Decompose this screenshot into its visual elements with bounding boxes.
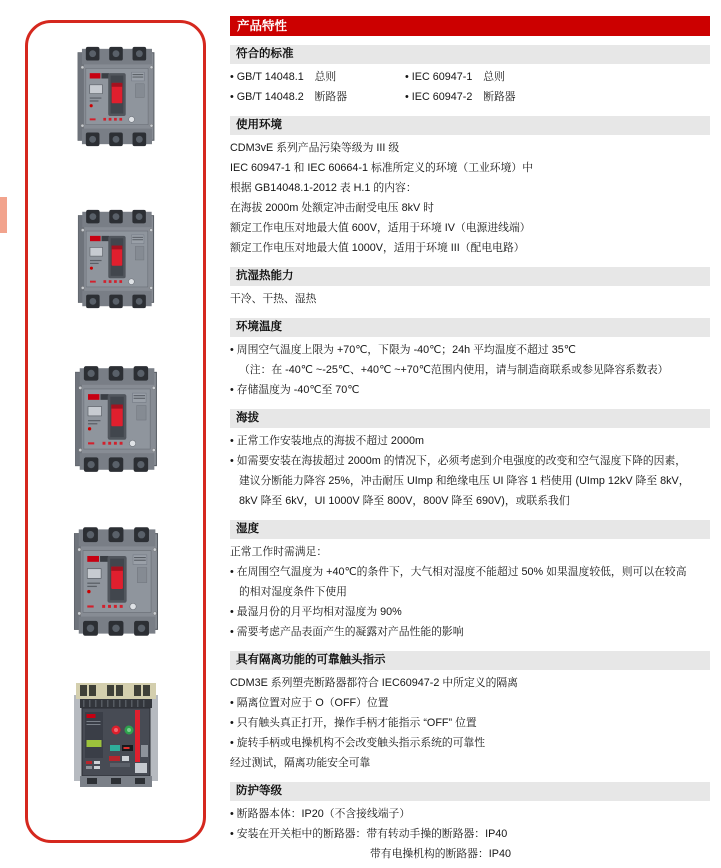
text-line: CDM3vE 系列产品污染等级为 III 级 xyxy=(230,142,400,154)
text-line: 的相对湿度条件下使用 xyxy=(239,586,347,598)
text-line: IEC 60947-1 和 IEC 60664-1 标准所定义的环境（工业环境）中 xyxy=(230,162,533,174)
text-line: 干冷、干热、湿热 xyxy=(230,293,317,305)
text-line: • 存储温度为 -40℃至 70℃ xyxy=(230,384,360,396)
text-line: • 如需要安装在海拔超过 2000m 的情况下，必须考虑到介电强度的改变和空气湿度下降的因素， xyxy=(230,455,687,467)
text-line: CDM3E 系列塑壳断路器都符合 IEC60947-2 中所定义的隔离 xyxy=(230,677,518,689)
text-line: • 最湿月份的月平均相对湿度为 90% xyxy=(230,606,402,618)
text-line: • 安装在开关柜中的断路器：带有转动手操的断路器：IP40 xyxy=(230,828,508,840)
section-isolation-indication xyxy=(230,651,710,773)
product-image-panel xyxy=(25,20,206,843)
text-line: • 断路器本体：IP20（不含接线端子） xyxy=(230,808,411,820)
mccb-circuit-breaker-icon xyxy=(70,362,162,476)
section-standards xyxy=(230,45,710,107)
mccb-circuit-breaker-icon xyxy=(73,43,159,150)
section-humidity xyxy=(230,520,710,642)
standards-grid xyxy=(230,67,710,107)
text-line: 额定工作电压对地最大值 1000V，适用于环境 III（配电电路） xyxy=(230,242,525,254)
text-line: • 只有触头真正打开，操作手柄才能指示 “OFF” 位置 xyxy=(230,717,477,729)
product-image-mccb-1 xyxy=(73,43,159,150)
section-heading: 环境温度 xyxy=(230,318,710,337)
text-line: 正常工作时需满足： xyxy=(230,546,328,558)
text-line: • 隔离位置对应于 O（OFF）位置 xyxy=(230,697,389,709)
text-line: • 在周围空气温度为 +40℃的条件下，大气相对湿度不能超过 50% 如果温度较低，则可以在较高 xyxy=(230,566,687,578)
standard-item: • GB/T 14048.1 总则 xyxy=(230,71,337,83)
product-image-mccb-4 xyxy=(67,523,165,640)
text-line: 额定工作电压对地最大值 600V，适用于环境 IV（电源进线端） xyxy=(230,222,531,234)
standard-item: • IEC 60947-2 断路器 xyxy=(405,91,516,103)
product-image-acb xyxy=(69,683,163,797)
section-heading: 符合的标准 xyxy=(230,45,710,64)
standard-item: • GB/T 14048.2 断路器 xyxy=(230,91,347,103)
section-heading: 具有隔离功能的可靠触头指示 xyxy=(230,651,710,670)
content-column xyxy=(230,16,710,864)
text-line: 建议分断能力降容 25%，冲击耐压 UImp 和绝缘电压 UI 降容 1 档使用 (UImp 12kV 降至 8kV， xyxy=(239,475,690,487)
text-line: 根据 GB14048.1-2012 表 H.1 的内容： xyxy=(230,182,417,194)
section-protection-degree xyxy=(230,782,710,864)
text-line: • 周围空气温度上限为 +70℃，下限为 -40℃；24h 平均温度不超过 35℃ xyxy=(230,344,576,356)
section-heading: 湿度 xyxy=(230,520,710,539)
section-usage-environment xyxy=(230,116,710,258)
text-line: 经过测试，隔离功能安全可靠 xyxy=(230,757,371,769)
text-line: 带有电操机构的断路器：IP40 xyxy=(370,848,511,860)
mccb-circuit-breaker-icon xyxy=(67,523,165,640)
product-image-mccb-3 xyxy=(70,362,162,476)
section-damp-heat xyxy=(230,267,710,309)
text-line: 在海拔 2000m 处额定冲击耐受电压 8kV 时 xyxy=(230,202,434,214)
standard-item: • IEC 60947-1 总则 xyxy=(405,71,505,83)
section-heading: 抗湿热能力 xyxy=(230,267,710,286)
section-heading: 防护等级 xyxy=(230,782,710,801)
text-line: • 需要考虑产品表面产生的凝露对产品性能的影响 xyxy=(230,626,464,638)
section-ambient-temperature xyxy=(230,318,710,400)
product-image-mccb-2 xyxy=(73,206,159,312)
mccb-circuit-breaker-icon xyxy=(73,206,159,312)
section-heading: 使用环境 xyxy=(230,116,710,135)
text-line: • 旋转手柄或电操机构不会改变触头指示系统的可靠性 xyxy=(230,737,486,749)
page-edge-artifact xyxy=(0,197,7,233)
text-line: 8kV 降至 6kV，UI 1000V 降至 800V，800V 降至 690V)，或联系我们 xyxy=(239,495,570,507)
section-altitude xyxy=(230,409,710,511)
text-line: • 正常工作安装地点的海拔不超过 2000m xyxy=(230,435,424,447)
section-heading: 海拔 xyxy=(230,409,710,428)
air-circuit-breaker-icon xyxy=(69,683,163,797)
text-line: （注：在 -40℃ ~-25℃、+40℃ ~+70℃范围内使用，请与制造商联系或参见降容系数表） xyxy=(239,364,669,376)
page-title: 产品特性 xyxy=(230,16,710,36)
